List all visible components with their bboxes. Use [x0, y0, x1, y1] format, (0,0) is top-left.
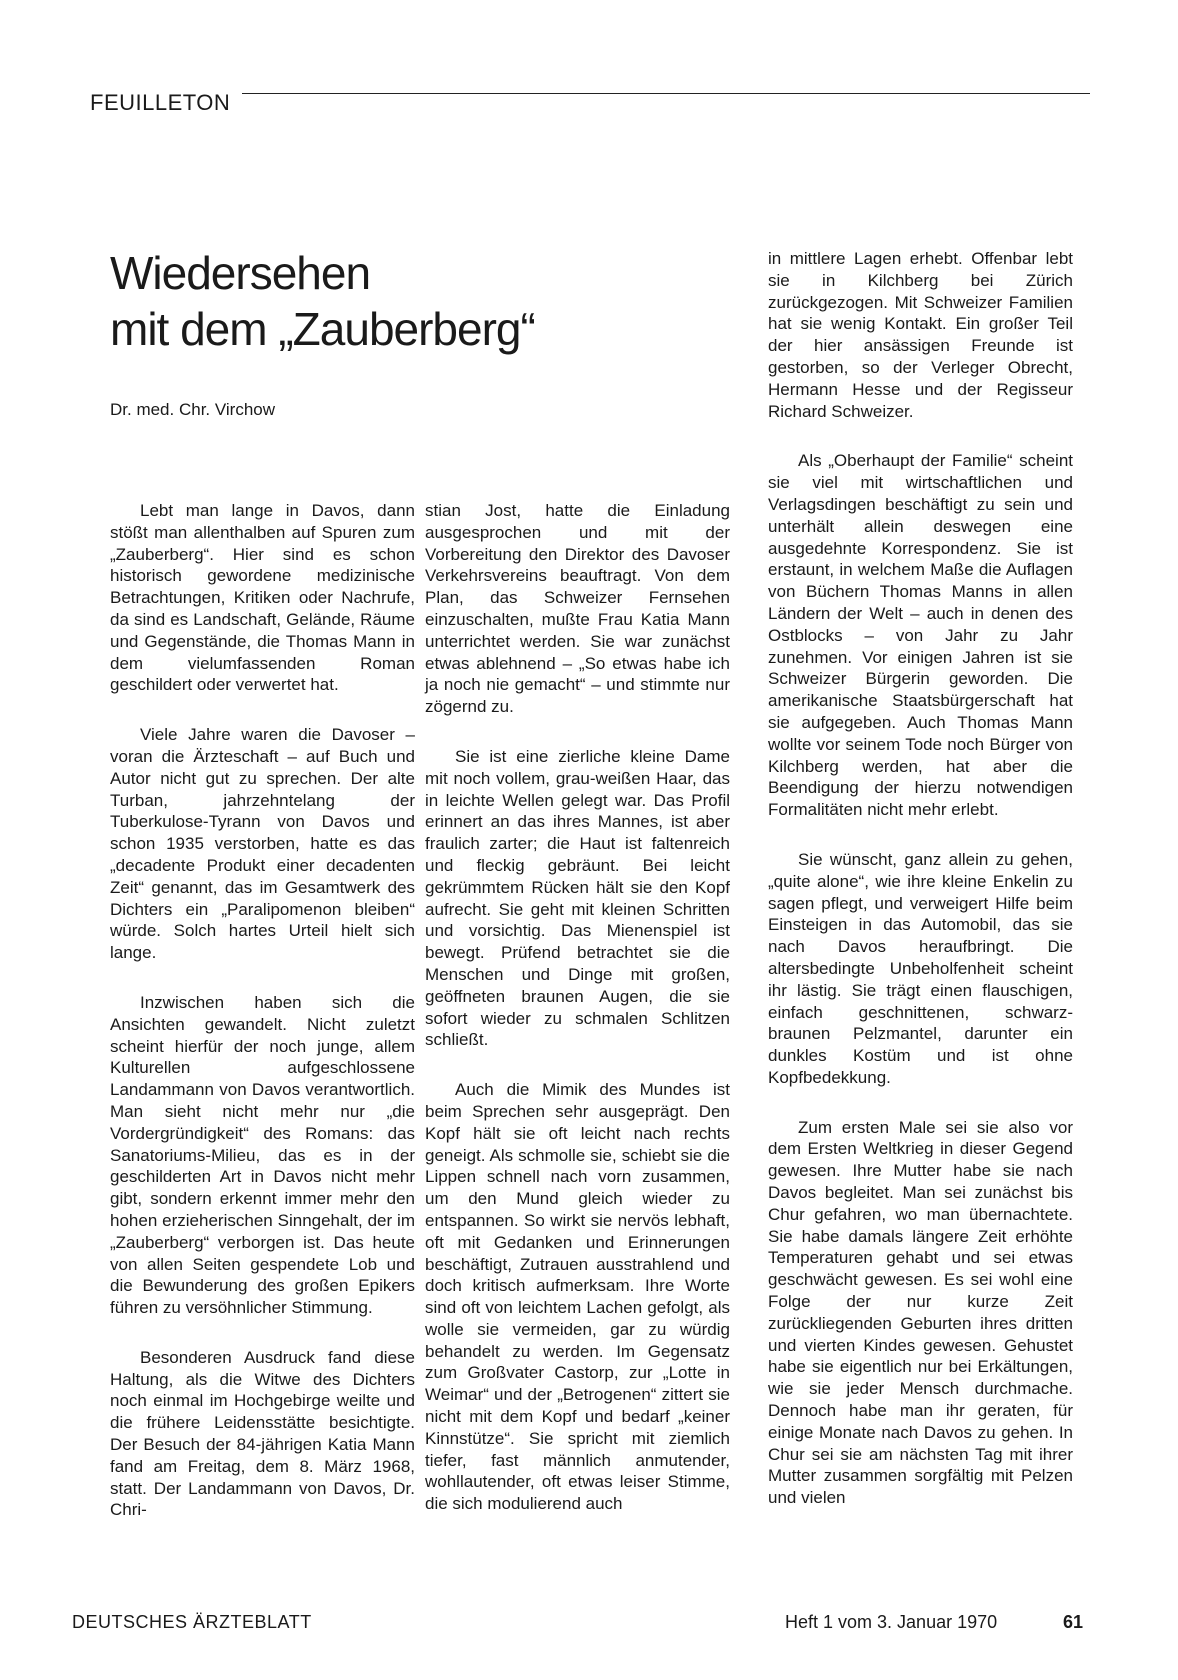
paragraph: Als „Oberhaupt der Familie“ scheint sie viel mit wirtschaftlichen und Verlagsdingen beschäftigt zu sein und unterhält allein deswegen eine ausgedehnte Korrespondenz. Sie ist erstaunt, in welchem Maße die Auflagen von Büchern Thomas Manns in allen Ländern der Welt – auch in denen des Ostblocks – von Jahr zu Jahr zunehmen. Vor einigen Jahren ist sie Schweizer Bürgerin geworden. Die amerikanische Staatsbürgerschaft hat sie aufgegeben. Auch Thomas Mann wollte vor seinem Tode noch Bürger von Kilchberg werden, hat aber die Beendigung der hierzu notwendigen Formalitäten nicht mehr erlebt.: [768, 451, 1073, 820]
paragraph: Auch die Mimik des Mundes ist beim Sprechen sehr ausgeprägt. Den Kopf hält sie oft leicht nach rechts geneigt. Als schmolle sie, schiebt sie die Lippen schnell nach vorn zusammen, um den Mund gleich wieder zu entspannen. So wirkt sie nervös lebhaft, oft mit Gedanken und Erinnerungen beschäftigt, Zutrauen ausstrahlend und doch kritisch aufmerksam. Ihre Worte sind oft von leichtem Lachen gefolgt, als wolle sie vermeiden, gar zu würdig behandelt zu werden. Im Gegensatz zum Großvater Castorp, zur „Lotte in Weimar“ und der „Betrogenen“ zittert sie nicht mit dem Kopf und bedarf „keiner Kinnstütze“. Sie spricht mit ziemlich tiefer, fast männlich anmutender, wohllautender, oft etwas leiser Stimme, die sich modulierend auch: [425, 1080, 730, 1514]
paragraph: Sie ist eine zierliche kleine Dame mit noch vollem, grau-weißen Haar, das in leichte Wellen gelegt war. Das Profil erinnert an das ihres Mannes, ist aber fraulich zarter; die Haut ist faltenreich und fleckig gebräunt. Bei leicht gekrümmtem Rücken hält sie den Kopf aufrecht. Sie geht mit kleinen Schritten und vorsichtig. Das Mienenspiel ist bewegt. Prüfend betrachtet sie die Menschen und Dinge mit großen, geöffneten braunen Augen, die sie sofort wieder zu schmalen Schlitzen schließt.: [425, 746, 730, 1050]
paragraph: Zum ersten Male sei sie also vor dem Ersten Weltkrieg in dieser Gegend gewesen. Ihre Mutter habe sie nach Davos begleitet. Man sei zunächst bis Chur gefahren, wo man übernachtete. Sie habe damals längere Zeit erhöhte Temperaturen gehabt und sei etwas geschwächt gewesen. Es sei wohl eine Folge der nur kurze Zeit zurückliegenden Geburten ihres dritten und vierten Kindes gewesen. Gehustet habe sie eigentlich nur bei Erkältungen, wie sie jeder Mensch durchmache. Dennoch habe man ihr geraten, für einige Monate nach Davos zu gehen. In Chur sei sie am nächsten Tag mit ihrer Mutter zusammen sorgfältig mit Pelzen und vielen: [768, 1117, 1073, 1508]
paragraph: Lebt man lange in Davos, dann stößt man allenthalben auf Spuren zum „Zauberberg“. Hier sind es schon historisch gewordene medizinische Betrachtungen, Kritiken oder Nachrufe, da sind es Landschaft, Gelände, Räume und Gegenstände, die Thomas Mann in dem vielumfassenden Roman geschildert oder verwertet hat.: [110, 501, 415, 695]
paragraph: in mittlere Lagen erhebt. Offenbar lebt sie in Kilchberg bei Zürich zurückgezogen. Mit Schweizer Familien hat sie wenig Kontakt. Ein großer Teil der hier ansässigen Freunde ist gestorben, so der Verleger Obrecht, Hermann Hesse und der Regisseur Richard Schweizer.: [768, 249, 1073, 421]
paragraph: stian Jost, hatte die Einladung ausgesprochen und mit der Vorbereitung den Direktor des Davoser Verkehrsvereins beauftragt. Von dem Plan, das Schweizer Fernsehen einzuschalten, mußte Frau Katia Mann unterrichtet werden. Sie war zunächst etwas ablehnend – „So etwas habe ich ja noch nie gemacht“ – und stimmte nur zögernd zu.: [425, 501, 730, 717]
paragraph: Sie wünscht, ganz allein zu gehen, „quite alone“, wie ihre kleine Enkelin zu sagen pflegt, und verweigert Hilfe beim Einsteigen in das Automobil, das sie nach Davos heraufbringt. Die altersbedingte Unbeholfenheit scheint ihr lästig. Sie trägt einen flauschigen, einfach geschnittenen, schwarz-braunen Pelzmantel, darunter ein dunkles Kostüm und ist ohne Kopfbedekkung.: [768, 849, 1073, 1087]
article-author: Dr. med. Chr. Virchow: [110, 400, 276, 419]
section-label: FEUILLETON: [90, 90, 231, 115]
journal-name: DEUTSCHES ÄRZTEBLATT: [72, 1612, 312, 1632]
text-column-2: [425, 500, 730, 1543]
paragraph: Inzwischen haben sich die Ansichten gewandelt. Nicht zuletzt scheint hierfür der noch junge, allem Kulturellen aufgeschlossene Landammann von Davos verantwortlich. Man sieht nicht mehr nur „die Vordergründigkeit“ des Romans: das Sanatoriums-Milieu, das es in der geschilderten Art in Davos nicht mehr gibt, sondern erkennt immer mehr den hohen erzieherischen Sinngehalt, der im „Zauberberg“ verborgen ist. Das heute von allen Seiten gespendete Lob und die Bewunderung des großen Epikers führen zu versöhnlicher Stimmung.: [110, 992, 415, 1318]
paragraph: Viele Jahre waren die Davoser – voran die Ärzteschaft – auf Buch und Autor nicht gut zu sprechen. Der alte Turban, jahrzehntelang der Tuberkulose-Tyrann von Davos und schon 1935 verstorben, hatte es das „decadente Produkt einer decadenten Zeit“ genannt, das im Gesamtwerk des Dichters ein „Paralipomenon bleiben“ würde. Solch hartes Urteil hielt sich lange.: [110, 725, 415, 963]
article-title-line-1: Wiedersehen: [110, 247, 371, 299]
page-number: 61: [1063, 1612, 1084, 1632]
text-column-1: [110, 500, 415, 1549]
header-rule: [242, 93, 1090, 94]
paragraph: Besonderen Ausdruck fand diese Haltung, als die Witwe des Dichters noch einmal im Hochgebirge weilte und die frühere Leidensstätte besichtigte. Der Besuch der 84-jährigen Katia Mann fand am Freitag, dem 8. März 1968, statt. Der Landammann von Davos, Dr. Chri-: [110, 1347, 415, 1520]
article-title-line-2: mit dem „Zauberberg“: [110, 303, 535, 355]
article-title: [110, 245, 710, 357]
text-column-3: [768, 248, 1073, 1537]
issue-info: Heft 1 vom 3. Januar 1970: [785, 1612, 998, 1632]
